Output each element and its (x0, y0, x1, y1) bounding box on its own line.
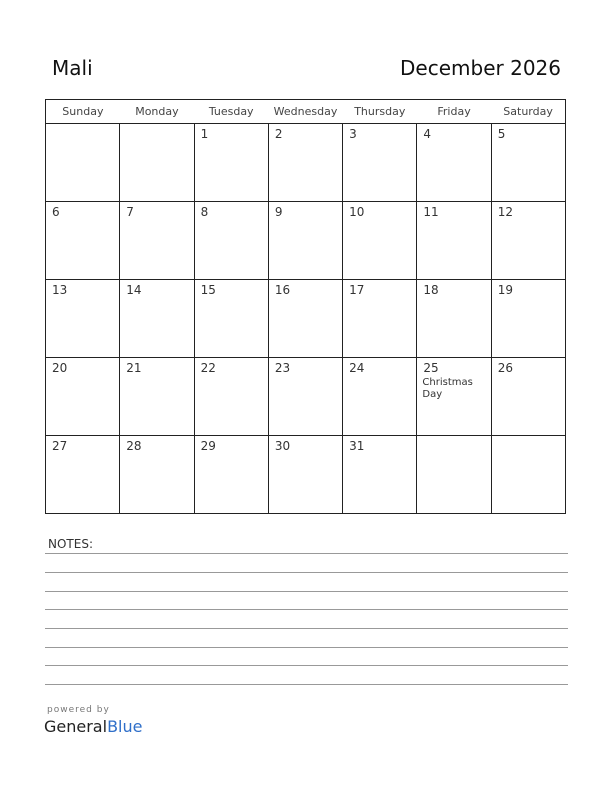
day-cell (343, 280, 417, 358)
day-number: 25 (423, 361, 439, 375)
day-number: 12 (497, 205, 513, 219)
day-number: 4 (423, 127, 432, 141)
day-number: 9 (274, 205, 283, 219)
weekday-friday: Friday (417, 100, 491, 124)
notes-line (45, 553, 568, 554)
day-cell (46, 358, 120, 436)
day-number: 6 (52, 205, 60, 219)
day-number: 10 (349, 205, 365, 219)
brand-blue: Blue (107, 717, 143, 736)
day-number: 24 (349, 361, 365, 375)
day-cell (194, 124, 268, 202)
day-cell (120, 280, 194, 358)
day-cell (120, 202, 194, 280)
day-number: 29 (200, 439, 216, 453)
week-row (46, 202, 566, 280)
weekday-thursday: Thursday (343, 100, 417, 124)
day-number: 5 (497, 127, 506, 141)
day-number: 2 (274, 127, 283, 141)
country-title: Mali (52, 56, 93, 80)
day-cell (46, 202, 120, 280)
day-number: 27 (52, 439, 68, 453)
day-cell (417, 280, 491, 358)
day-number: 28 (126, 439, 142, 453)
notes-label: NOTES: (48, 537, 93, 551)
day-number: 8 (200, 205, 209, 219)
day-cell (343, 436, 417, 514)
day-cell (417, 202, 491, 280)
day-number: 18 (423, 283, 439, 297)
day-cell (417, 358, 491, 436)
day-cell (194, 436, 268, 514)
day-cell (194, 280, 268, 358)
day-cell (46, 280, 120, 358)
day-number: 3 (349, 127, 357, 141)
weekday-header-row (46, 100, 566, 124)
day-cell (46, 124, 120, 202)
week-row (46, 280, 566, 358)
day-cell (491, 202, 565, 280)
week-row (46, 124, 566, 202)
day-cell (417, 124, 491, 202)
month-title: December 2026 (400, 56, 561, 80)
calendar-grid (45, 99, 566, 514)
notes-line (45, 572, 568, 573)
day-number: 1 (200, 127, 209, 141)
day-cell (194, 358, 268, 436)
week-row (46, 436, 566, 514)
day-cell (491, 436, 565, 514)
day-number: 23 (274, 361, 291, 375)
weekday-tuesday: Tuesday (194, 100, 268, 124)
notes-line (45, 591, 568, 592)
week-row (46, 358, 566, 436)
day-cell (194, 202, 268, 280)
notes-line (45, 665, 568, 666)
notes-line (45, 647, 568, 648)
day-cell (120, 358, 194, 436)
day-cell (343, 358, 417, 436)
day-cell (120, 436, 194, 514)
day-cell (268, 436, 342, 514)
day-number: 14 (126, 283, 142, 297)
day-cell (343, 124, 417, 202)
notes-line (45, 609, 568, 610)
day-number: 31 (349, 439, 365, 453)
weekday-sunday: Sunday (46, 100, 120, 124)
day-number: 17 (349, 283, 365, 297)
holiday-label: Christmas Day (422, 377, 473, 400)
powered-by-text: powered by (47, 705, 110, 715)
weekday-saturday: Saturday (491, 100, 565, 124)
day-cell (343, 202, 417, 280)
day-number: 30 (274, 439, 291, 453)
weekday-monday: Monday (120, 100, 194, 124)
day-cell (268, 124, 342, 202)
day-cell (268, 280, 342, 358)
day-cell (46, 436, 120, 514)
brand-general: General (44, 717, 108, 736)
day-cell (491, 280, 565, 358)
day-cell (417, 436, 491, 514)
day-number: 26 (497, 361, 513, 375)
day-number: 19 (497, 283, 513, 297)
day-number: 11 (423, 205, 439, 219)
notes-line (45, 628, 568, 629)
day-number: 15 (200, 283, 216, 297)
day-cell (120, 124, 194, 202)
day-number: 21 (126, 361, 142, 375)
day-number: 7 (126, 205, 134, 219)
weekday-wednesday: Wednesday (268, 100, 342, 124)
day-cell (491, 124, 565, 202)
day-number: 22 (200, 361, 216, 375)
day-number: 13 (52, 283, 68, 297)
notes-line (45, 684, 568, 685)
day-cell (491, 358, 565, 436)
day-number: 16 (274, 283, 291, 297)
brand-logo (44, 717, 142, 736)
day-cell (268, 202, 342, 280)
day-cell (268, 358, 342, 436)
day-number: 20 (52, 361, 68, 375)
